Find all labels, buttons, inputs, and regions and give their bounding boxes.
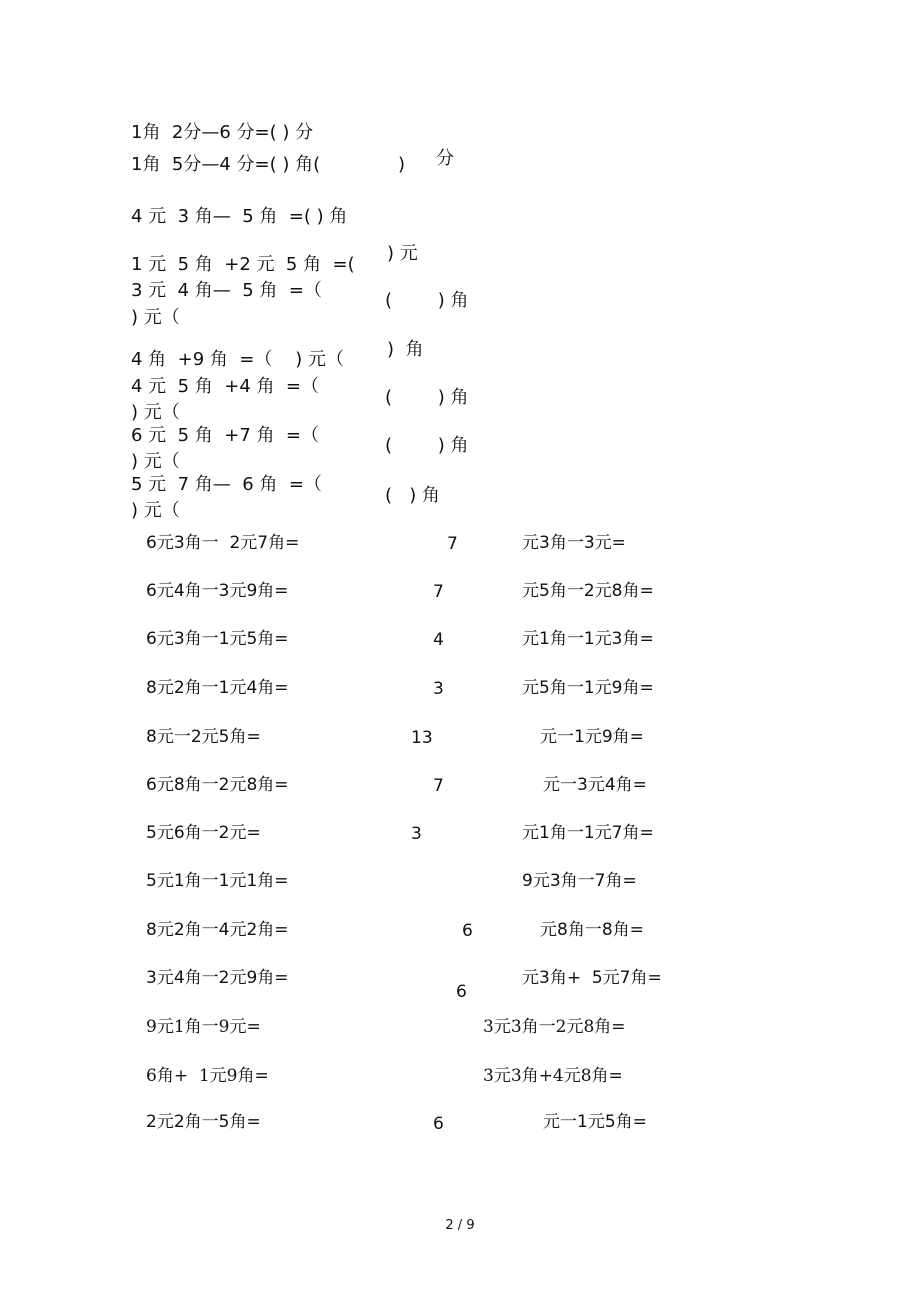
exercise-line: 3 元 4 角— 5 角 =（ xyxy=(131,280,322,301)
problem-right: 元1角一1元3角= xyxy=(522,629,654,649)
problem-right: 元5角一2元8角= xyxy=(522,581,654,601)
problem-number: 3 xyxy=(433,679,444,699)
problem-left: 8元一2元5角= xyxy=(146,727,261,747)
exercise-answer-unit: ) 角 xyxy=(387,339,424,360)
problem-left: 2元2角一5角= xyxy=(146,1112,261,1132)
page-number: 2 / 9 xyxy=(445,1218,475,1233)
exercise-line: ) 元（ xyxy=(131,307,180,328)
problem-number: 13 xyxy=(411,728,433,748)
exercise-line: ) 元（ xyxy=(131,500,180,521)
problem-right: 3元3角一2元8角= xyxy=(483,1017,626,1037)
problem-left: 8元2角一4元2角= xyxy=(146,920,289,940)
problem-number: 6 xyxy=(456,982,467,1002)
problem-right: 3元3角+4元8角= xyxy=(483,1066,623,1086)
problem-right: 元5角一1元9角= xyxy=(522,678,654,698)
problem-left: 6元4角一3元9角= xyxy=(146,581,289,601)
problem-right: 元8角一8角= xyxy=(540,920,644,940)
exercise-line: 4 元 3 角— 5 角 =( ) 角 xyxy=(131,206,348,227)
exercise-line: 4 角 +9 角 =（ ) 元（ xyxy=(131,349,345,370)
problem-left: 3元4角一2元9角= xyxy=(146,968,289,988)
problem-number: 3 xyxy=(411,824,422,844)
problem-right: 元1角一1元7角= xyxy=(522,823,654,843)
problem-left: 6元3角一 2元7角= xyxy=(146,533,300,553)
problem-left: 6角+ 1元9角= xyxy=(146,1066,269,1086)
exercise-answer-unit: ( ) 角 xyxy=(385,290,469,311)
problem-number: 7 xyxy=(447,534,458,554)
problem-right: 9元3角一7角= xyxy=(522,871,637,891)
problem-left: 6元8角一2元8角= xyxy=(146,775,289,795)
problem-right: 元3角一3元= xyxy=(522,533,626,553)
problem-number: 4 xyxy=(433,630,444,650)
problem-number: 6 xyxy=(462,921,473,941)
exercise-line: ) 元（ xyxy=(131,451,180,472)
exercise-line: 1 元 5 角 +2 元 5 角 =( xyxy=(131,254,355,275)
problem-number: 7 xyxy=(433,582,444,602)
exercise-unit: 分 xyxy=(436,148,454,169)
problem-right: 元一3元4角= xyxy=(543,775,647,795)
problem-number: 7 xyxy=(433,776,444,796)
exercise-line: 1角 2分—6 分=( ) 分 xyxy=(131,122,314,143)
problem-left: 5元1角一1元1角= xyxy=(146,871,289,891)
problem-left: 5元6角一2元= xyxy=(146,823,261,843)
exercise-line: 5 元 7 角— 6 角 =（ xyxy=(131,474,322,495)
exercise-answer-unit: ( ) 角 xyxy=(385,485,440,506)
exercise-line: 4 元 5 角 +4 角 =（ xyxy=(131,376,320,397)
problem-number: 6 xyxy=(433,1114,444,1134)
problem-right: 元3角+ 5元7角= xyxy=(522,968,662,988)
exercise-answer-unit: ( ) 角 xyxy=(385,387,469,408)
exercise-line: 1角 5分—4 分=( ) 角( xyxy=(131,154,321,175)
exercise-line: ) 元（ xyxy=(131,402,180,423)
problem-right: 元一1元5角= xyxy=(543,1112,647,1132)
exercise-answer-unit: ( ) 角 xyxy=(385,435,469,456)
problem-left: 6元3角一1元5角= xyxy=(146,629,289,649)
problem-right: 元一1元9角= xyxy=(540,727,644,747)
problem-left: 8元2角一1元4角= xyxy=(146,678,289,698)
problem-left: 9元1角一9元= xyxy=(146,1017,261,1037)
exercise-paren: ) xyxy=(398,154,406,175)
exercise-answer-unit: ) 元 xyxy=(387,243,418,264)
exercise-line: 6 元 5 角 +7 角 =（ xyxy=(131,425,320,446)
